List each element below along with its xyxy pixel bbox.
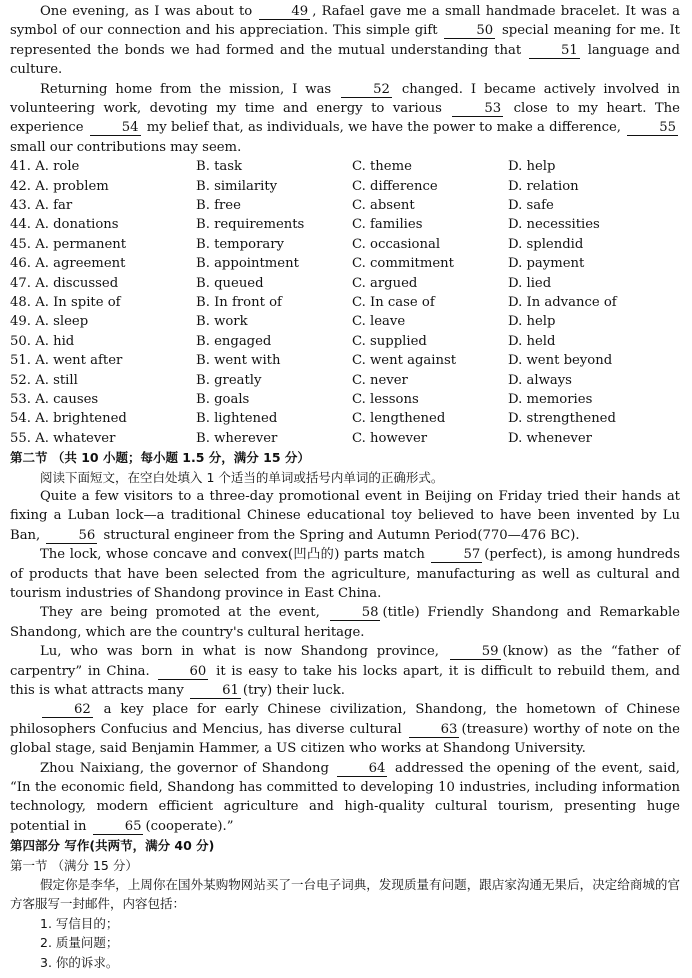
option-row (10, 409, 680, 428)
text: Returning home from the mission, I was (40, 81, 332, 97)
question-number: 45. (10, 236, 31, 252)
option-b[interactable]: B. goals (196, 391, 250, 407)
text: (try) their luck. (242, 682, 345, 698)
option-b[interactable]: B. In front of (196, 294, 282, 310)
option-b[interactable]: B. task (196, 159, 242, 175)
option-b[interactable]: B. temporary (196, 236, 284, 252)
exam-page (10, 2, 680, 972)
option-row (10, 312, 680, 331)
grammar-passage (10, 487, 680, 836)
option-c[interactable]: C. went against (352, 353, 457, 369)
option-a[interactable] (10, 351, 196, 370)
text: The lock, whose concave and convex(凹凸的) parts match (40, 547, 425, 563)
option-a[interactable] (10, 215, 196, 234)
blank-64[interactable]: 64 (337, 761, 388, 777)
option-a[interactable] (10, 157, 196, 176)
option-a[interactable] (10, 390, 196, 409)
question-number: 55. (10, 430, 31, 446)
grammar-paragraph-2 (10, 545, 680, 603)
text: (title) Friendly Shandong and Remarkable Shandong, which are the country's cultural heritage. (10, 605, 680, 640)
blank-60[interactable]: 60 (158, 664, 209, 680)
option-c[interactable]: C. families (352, 217, 423, 233)
option-text: A. agreement (35, 256, 126, 272)
text: language and culture. (10, 42, 680, 78)
option-b[interactable]: B. free (196, 198, 241, 214)
option-b[interactable]: B. engaged (196, 333, 272, 349)
requirement-item: 3. 你的诉求。 (40, 954, 119, 970)
option-d[interactable]: D. necessities (508, 217, 600, 233)
option-a[interactable] (10, 371, 196, 390)
option-a[interactable] (10, 254, 196, 273)
option-row (10, 235, 680, 254)
blank-61[interactable]: 61 (190, 683, 241, 699)
text: addressed the opening of the event, said, “In the economic field, Shandong has committed to developing 10 industries, including information technology, modern efficient agriculture and high-quality cultural tourism, presenting huge potential in (10, 760, 680, 834)
option-a[interactable] (10, 177, 196, 196)
option-text: A. far (35, 198, 73, 214)
option-b[interactable]: B. similarity (196, 178, 278, 194)
question-number: 48. (10, 294, 31, 310)
option-a[interactable] (10, 409, 196, 428)
option-text: A. hid (35, 333, 75, 349)
section-2-heading: 第二节 （共 10 小题；每小题 1.5 分，满分 15 分） (10, 450, 310, 466)
option-c[interactable]: C. In case of (352, 294, 435, 310)
text: , Rafael gave me a small handmade bracelet. It was a symbol of our connection and his appreciation. This simple gift (10, 4, 680, 39)
question-number: 43. (10, 198, 31, 214)
grammar-paragraph-6 (10, 759, 680, 837)
option-a[interactable] (10, 429, 196, 448)
option-c[interactable]: C. argued (352, 275, 418, 291)
text: (know) as the “father of carpentry” in China. (10, 644, 680, 679)
question-number: 50. (10, 333, 31, 349)
text: (treasure) worthy of note on the global stage, said Benjamin Hammer, a US citizen who works at Shandong University. (10, 721, 680, 757)
requirement-item: 1. 写信目的； (40, 915, 119, 931)
text: changed. I became actively involved in volunteering work, devoting my time and energy to various (10, 81, 680, 117)
blank-57[interactable]: 57 (431, 547, 482, 563)
blank-51[interactable]: 51 (529, 43, 580, 59)
option-a[interactable] (10, 274, 196, 293)
option-row (10, 157, 680, 176)
blank-62[interactable]: 62 (42, 702, 93, 718)
grammar-paragraph-5 (10, 700, 680, 758)
writing-prompt: 假定你是李华，上周你在国外某购物网站买了一台电子词典，发现质量有问题，跟店家沟通无果后，决定给商城的官方客服写一封邮件，内容包括： (10, 877, 680, 912)
option-row (10, 177, 680, 196)
option-d[interactable]: D. help (508, 314, 556, 330)
question-number: 49. (10, 314, 31, 330)
requirement-item: 2. 质量问题； (40, 935, 119, 951)
text: Lu, who was born in what is now Shandong province, (40, 644, 439, 660)
option-text: A. sleep (35, 314, 89, 330)
blank-63[interactable]: 63 (409, 722, 460, 738)
option-c[interactable]: C. difference (352, 178, 438, 194)
option-d[interactable]: D. payment (508, 256, 585, 272)
blank-53[interactable]: 53 (452, 101, 503, 117)
option-c[interactable]: C. absent (352, 198, 415, 214)
option-c[interactable]: C. leave (352, 314, 406, 330)
option-d[interactable]: D. lied (508, 275, 552, 291)
text: a key place for early Chinese civilization, Shandong, the hometown of Chinese philosophers Confucius and Mencius, has diverse cultural (10, 702, 680, 737)
option-text: A. discussed (35, 275, 119, 291)
text: special meaning for me. It represented the bonds we had formed and the mutual understanding that (10, 23, 680, 58)
option-b[interactable]: B. lightened (196, 411, 278, 427)
blank-58[interactable]: 58 (330, 605, 381, 621)
text: it is easy to take his locks apart, it is difficult to rebuild them, and this is what attracts many (10, 663, 680, 698)
question-number: 47. (10, 275, 31, 291)
option-d[interactable]: D. relation (508, 178, 579, 194)
grammar-paragraph-4 (10, 642, 680, 700)
option-d[interactable]: D. held (508, 333, 556, 349)
option-text: A. went after (35, 353, 123, 369)
text: (perfect), is among hundreds of products that have been selected from the agriculture, manufacturing as well as cultural and tourism industries of Shandong province in East China. (10, 547, 680, 601)
blank-54[interactable]: 54 (90, 120, 141, 136)
option-d[interactable]: D. went beyond (508, 353, 613, 369)
blank-50[interactable]: 50 (444, 23, 495, 39)
question-number: 44. (10, 217, 31, 233)
text: Zhou Naixiang, the governor of Shandong (40, 760, 329, 776)
text: They are being promoted at the event, (40, 605, 320, 621)
text: close to my heart. The experience (10, 101, 680, 136)
question-number: 42. (10, 178, 31, 194)
writing-requirements (10, 914, 680, 972)
option-a[interactable] (10, 235, 196, 254)
option-row (10, 351, 680, 370)
option-d[interactable]: D. memories (508, 391, 593, 407)
text: structural engineer from the Spring and Autumn Period(770—476 BC). (103, 527, 580, 543)
option-row (10, 371, 680, 390)
option-b[interactable]: B. work (196, 314, 248, 330)
part-4-section-1-heading: 第一节 （满分 15 分） (10, 857, 138, 873)
cloze-paragraph-2 (10, 80, 680, 158)
option-text: A. donations (35, 217, 119, 233)
blank-59[interactable]: 59 (450, 644, 501, 660)
option-b[interactable]: B. queued (196, 275, 264, 291)
option-text: A. In spite of (35, 294, 121, 310)
option-b[interactable]: B. requirements (196, 217, 305, 233)
option-c[interactable]: C. lengthened (352, 411, 446, 427)
cloze-passage (10, 2, 680, 157)
option-text: A. whatever (35, 430, 116, 446)
grammar-paragraph-3 (10, 603, 680, 642)
text: One evening, as I was about to (40, 4, 253, 19)
option-b[interactable]: B. wherever (196, 430, 278, 446)
option-b[interactable]: B. greatly (196, 372, 262, 388)
text: small our contributions may seem. (10, 139, 242, 155)
question-number: 51. (10, 353, 31, 369)
option-row (10, 274, 680, 293)
option-c[interactable]: C. occasional (352, 236, 441, 252)
option-a[interactable] (10, 196, 196, 215)
option-a[interactable] (10, 312, 196, 331)
option-d[interactable]: D. In advance of (508, 294, 617, 310)
question-number: 41. (10, 159, 31, 175)
blank-55[interactable]: 55 (627, 120, 678, 136)
option-c[interactable]: C. commitment (352, 256, 454, 272)
grammar-paragraph-1 (10, 487, 680, 545)
option-d[interactable]: D. safe (508, 198, 554, 214)
text: (cooperate).” (145, 818, 234, 834)
option-text: A. problem (35, 178, 109, 194)
option-c[interactable]: C. supplied (352, 333, 427, 349)
blank-52[interactable]: 52 (341, 82, 392, 98)
option-a[interactable] (10, 293, 196, 312)
section-2-instruction: 阅读下面短文，在空白处填入 1 个适当的单词或括号内单词的正确形式。 (40, 469, 444, 485)
option-row (10, 390, 680, 409)
option-row (10, 332, 680, 351)
option-text: A. brightened (35, 411, 127, 427)
cloze-paragraph-1 (10, 2, 680, 80)
option-c[interactable]: C. however (352, 430, 428, 446)
option-d[interactable]: D. splendid (508, 236, 584, 252)
text: Quite a few visitors to a three-day promotional event in Beijing on Friday tried their hands at fixing a Luban lock—a traditional Chinese educational toy believed to have been invented by Lu Ban, (10, 488, 680, 543)
option-row (10, 429, 680, 448)
options-list (10, 157, 680, 448)
option-d[interactable]: D. whenever (508, 430, 592, 446)
option-c[interactable]: C. never (352, 372, 408, 388)
option-text: A. causes (35, 391, 99, 407)
option-row (10, 254, 680, 273)
question-number: 54. (10, 411, 31, 427)
option-row (10, 215, 680, 234)
option-b[interactable]: B. went with (196, 353, 281, 369)
option-d[interactable]: D. strengthened (508, 411, 616, 427)
question-number: 46. (10, 256, 31, 272)
question-number: 52. (10, 372, 31, 388)
question-number: 53. (10, 391, 31, 407)
part-4-heading: 第四部分 写作(共两节，满分 40 分) (10, 838, 215, 854)
option-a[interactable] (10, 332, 196, 351)
option-text: A. role (35, 159, 80, 175)
option-c[interactable]: C. theme (352, 159, 412, 175)
option-d[interactable]: D. help (508, 159, 556, 175)
blank-49[interactable]: 49 (259, 4, 310, 20)
option-row (10, 293, 680, 312)
blank-65[interactable]: 65 (93, 819, 144, 835)
option-text: A. permanent (35, 236, 127, 252)
option-text: A. still (35, 372, 78, 388)
text: my belief that, as individuals, we have the power to make a difference, (146, 120, 621, 136)
option-row (10, 196, 680, 215)
option-c[interactable]: C. lessons (352, 391, 419, 407)
option-d[interactable]: D. always (508, 372, 572, 388)
blank-56[interactable]: 56 (46, 528, 97, 544)
option-b[interactable]: B. appointment (196, 256, 299, 272)
